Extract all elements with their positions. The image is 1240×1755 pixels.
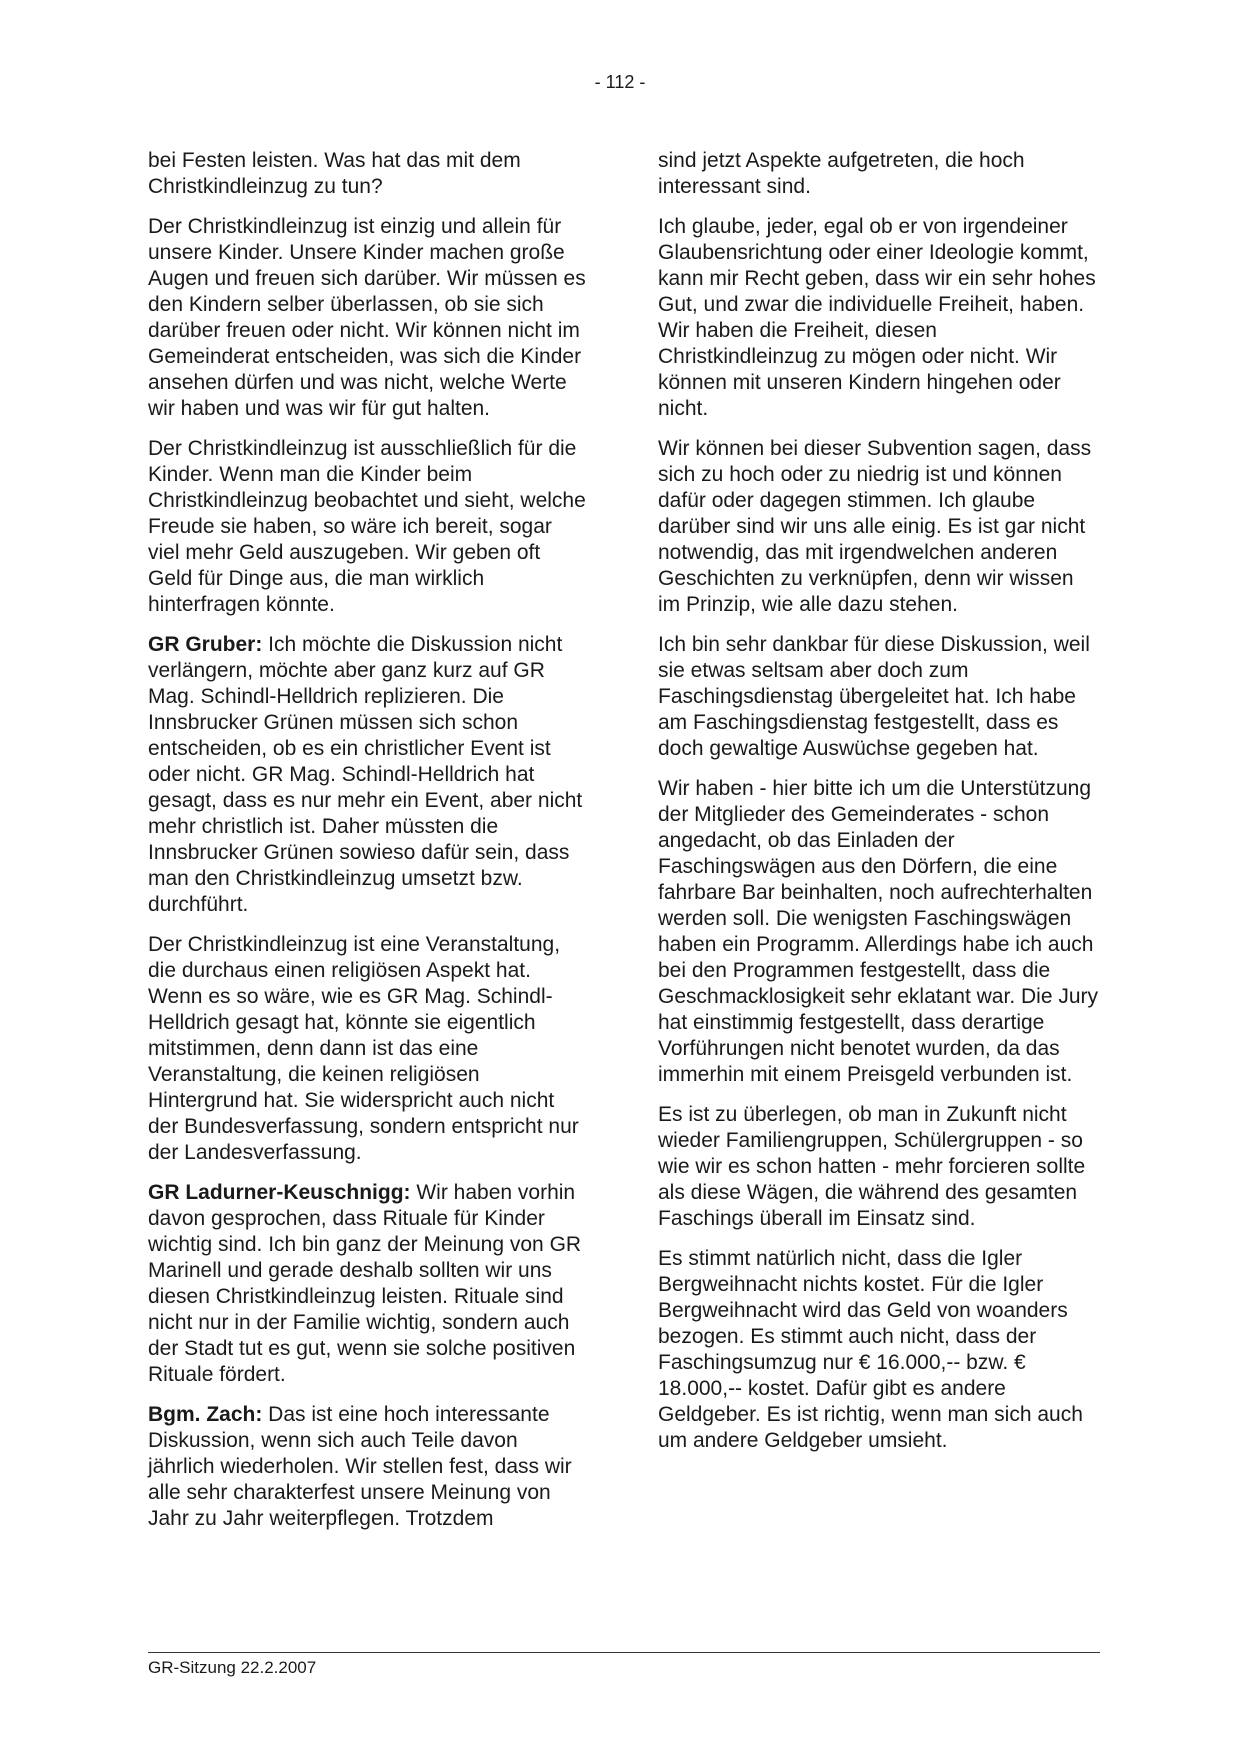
paragraph: Wir können bei dieser Subvention sagen, dass sich zu hoch oder zu niedrig ist und können dafür oder dagegen stimmen. Ich glaube darüber sind wir uns alle einig. Es ist gar nicht notwendig, das mit irgendwelchen anderen Geschichten zu verknüpfen, denn wir wissen im Prinzip, wie alle dazu stehen. (658, 437, 1092, 616)
paragraph: Bgm. Zach: Das ist eine hoch interessante Diskussion, wenn sich auch Teile davon jährlich wiederholen. Wir stellen fest, dass wir alle sehr charakterfest unsere Meinung von Jahr zu Jahr weiterpflegen. Trotzdem (148, 1403, 572, 1530)
paragraph: Der Christkindleinzug ist eine Veranstaltung, die durchaus einen religiösen Aspekt hat. Wenn es so wäre, wie es GR Mag. Schindl-Helldrich gesagt hat, könnte sie eigentlich mitstimmen, denn dann ist das eine Veranstaltung, die keinen religiösen Hintergrund hat. Sie widerspricht auch nicht der Bundesverfassung, sondern entspricht nur der Landesverfassung. (148, 933, 579, 1164)
speaker-name: GR Ladurner-Keuschnigg: (148, 1181, 411, 1204)
paragraph: GR Ladurner-Keuschnigg: Wir haben vorhin davon gesprochen, dass Rituale für Kinder wichtig sind. Ich bin ganz der Meinung von GR Marinell und gerade deshalb sollten wir uns diesen Christkindleinzug leisten. Rituale sind nicht nur in der Familie wichtig, sondern auch der Stadt tut es gut, wenn sie solche positiven Rituale fördert. (148, 1181, 582, 1386)
paragraph: Ich glaube, jeder, egal ob er von irgendeiner Glaubensrichtung oder einer Ideologie kommt, kann mir Recht geben, dass wir ein sehr hohes Gut, und zwar die individuelle Freiheit, haben. Wir haben die Freiheit, diesen Christkindleinzug zu mögen oder nicht. Wir können mit unseren Kindern hingehen oder nicht. (658, 215, 1096, 420)
footer-text: GR-Sitzung 22.2.2007 (148, 1658, 317, 1677)
paragraph: Ich bin sehr dankbar für diese Diskussion, weil sie etwas seltsam aber doch zum Faschingsdienstag übergeleitet hat. Ich habe am Faschingsdienstag festgestellt, dass es doch gewaltige Auswüchse gegeben hat. (658, 633, 1090, 760)
right-column (658, 148, 1098, 1468)
paragraph: sind jetzt Aspekte aufgetreten, die hoch interessant sind. (658, 149, 1025, 198)
paragraph: bei Festen leisten. Was hat das mit dem Christkindleinzug zu tun? (148, 149, 521, 198)
page-number: - 112 - (594, 72, 646, 92)
left-column (148, 148, 588, 1546)
speaker-name: GR Gruber: (148, 633, 263, 656)
speaker-name: Bgm. Zach: (148, 1403, 263, 1426)
paragraph: Der Christkindleinzug ist ausschließlich für die Kinder. Wenn man die Kinder beim Christkindleinzug beobachtet und sieht, welche Freude sie haben, so wäre ich bereit, sogar viel mehr Geld auszugeben. Wir geben oft Geld für Dinge aus, die man wirklich hinterfragen könnte. (148, 437, 586, 616)
paragraph: Es stimmt natürlich nicht, dass die Igler Bergweihnacht nichts kostet. Für die Igler Bergweihnacht wird das Geld von woanders bezogen. Es stimmt auch nicht, dass der Faschingsumzug nur € 16.000,-- bzw. € 18.000,-- kostet. Dafür gibt es andere Geldgeber. Es ist richtig, wenn man sich auch um andere Geldgeber umsieht. (658, 1247, 1083, 1452)
paragraph: Es ist zu überlegen, ob man in Zukunft nicht wieder Familiengruppen, Schülergruppen - so wie wir es schon hatten - mehr forcieren sollte als diese Wägen, die während des gesamten Faschings überall im Einsatz sind. (658, 1103, 1086, 1230)
footer-divider (148, 1652, 1100, 1653)
paragraph: Wir haben - hier bitte ich um die Unterstützung der Mitglieder des Gemeinderates - schon angedacht, ob das Einladen der Faschingswägen aus den Dörfern, die eine fahrbare Bar beinhalten, noch aufrechterhalten werden soll. Die wenigsten Faschingswägen haben ein Programm. Allerdings habe ich auch bei den Programmen festgestellt, dass die Geschmacklosigkeit sehr eklatant war. Die Jury hat einstimmig festgestellt, dass derartige Vorführungen nicht benotet wurden, da das immerhin mit einem Preisgeld verbunden ist. (658, 777, 1099, 1086)
paragraph: Der Christkindleinzug ist einzig und allein für unsere Kinder. Unsere Kinder machen große Augen und freuen sich darüber. Wir müssen es den Kindern selber überlassen, ob sie sich darüber freuen oder nicht. Wir können nicht im Gemeinderat entscheiden, was sich die Kinder ansehen dürfen und was nicht, welche Werte wir haben und was wir für gut halten. (148, 215, 586, 420)
paragraph: GR Gruber: Ich möchte die Diskussion nicht verlängern, möchte aber ganz kurz auf GR Mag. Schindl-Helldrich replizieren. Die Innsbrucker Grünen müssen sich schon entscheiden, ob es ein christlicher Event ist oder nicht. GR Mag. Schindl-Helldrich hat gesagt, dass es nur mehr ein Event, aber nicht mehr christlich ist. Daher müssten die Innsbrucker Grünen sowieso dafür sein, dass man den Christkindleinzug umsetzt bzw. durchführt. (148, 633, 583, 916)
